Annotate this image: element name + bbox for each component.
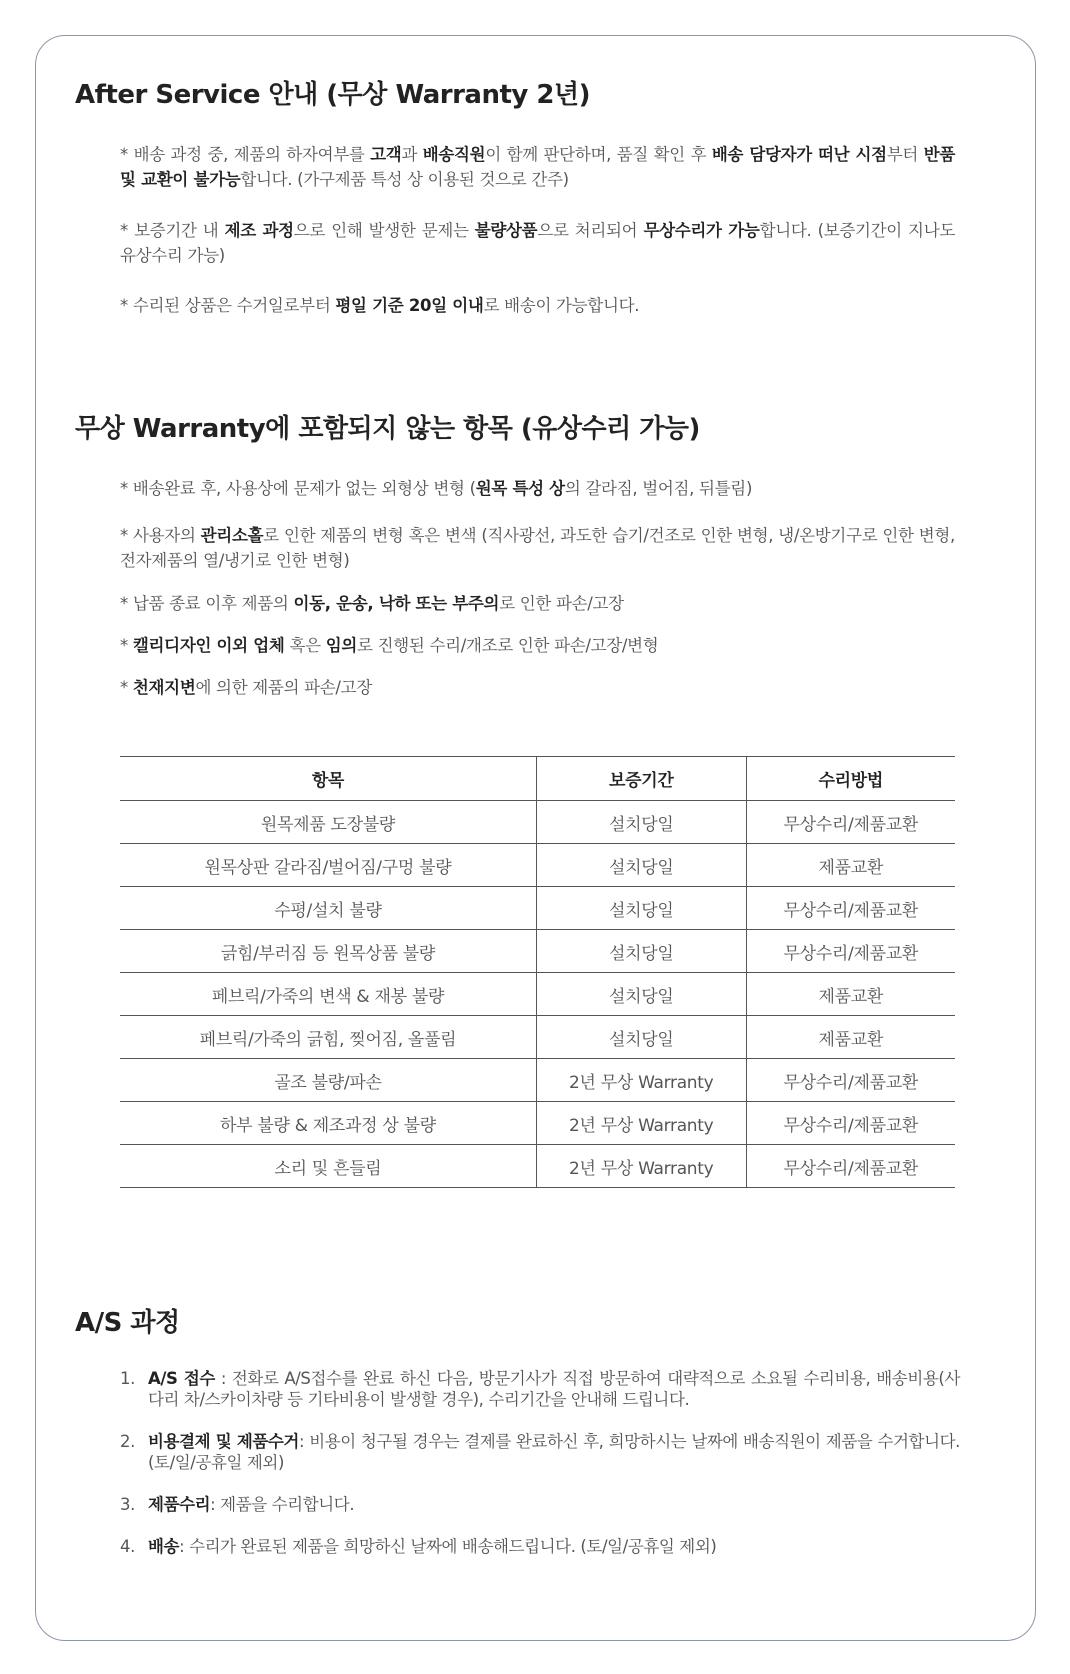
- table-cell: 무상수리/제품교환: [746, 801, 955, 844]
- section-title-after-service: After Service 안내 (무상 Warranty 2년): [75, 80, 590, 110]
- emphasis-text: 천재지변: [132, 678, 196, 697]
- text-run: * 사용자의: [120, 526, 201, 545]
- text-run: 로 배송이 가능합니다.: [483, 296, 640, 315]
- text-run: *: [120, 678, 133, 697]
- text-run: 로 인한 파손/고장: [499, 594, 624, 613]
- table-row: [120, 844, 955, 887]
- table-cell: 긁힘/부러짐 등 원목상품 불량: [120, 930, 536, 973]
- text-run: *: [120, 636, 133, 655]
- as-step: [120, 1494, 960, 1515]
- table-row: [120, 973, 955, 1016]
- table-cell: 제품교환: [746, 1016, 955, 1059]
- text-run: 의 갈라짐, 벌어짐, 뒤틀림): [564, 479, 753, 498]
- table-cell: 무상수리/제품교환: [746, 930, 955, 973]
- table-row: [120, 1016, 955, 1059]
- paragraph: [120, 476, 955, 501]
- table-cell: 하부 불량 & 제조과정 상 불량: [120, 1102, 536, 1145]
- section-title-as-process: A/S 과정: [75, 1308, 180, 1338]
- emphasis-text: 배송직원: [422, 145, 486, 164]
- emphasis-text: 배송 담당자가 떠난 시점: [711, 145, 887, 164]
- emphasis-text: 제조 과정: [224, 221, 294, 240]
- paragraph: [120, 523, 955, 573]
- table-cell: 골조 불량/파손: [120, 1059, 536, 1102]
- step-text: [148, 1494, 960, 1515]
- table-cell: 원목상판 갈라짐/벌어짐/구멍 불량: [120, 844, 536, 887]
- emphasis-text: 무상수리가 가능: [643, 221, 760, 240]
- table-row: [120, 1102, 955, 1145]
- table-row: [120, 1059, 955, 1102]
- text-run: : 제품을 수리합니다.: [210, 1495, 355, 1514]
- warranty-table: [120, 756, 955, 1188]
- table-header: 보증기간: [536, 757, 746, 801]
- table-header: 항목: [120, 757, 536, 801]
- table-header: 수리방법: [746, 757, 955, 801]
- text-run: * 수리된 상품은 수거일로부터: [120, 296, 336, 315]
- table-row: [120, 801, 955, 844]
- emphasis-text: 캘리디자인 이외 업체: [132, 636, 285, 655]
- paragraph: [120, 293, 955, 318]
- table-cell: 2년 무상 Warranty: [536, 1145, 746, 1188]
- emphasis-text: 제품수리: [148, 1495, 211, 1514]
- emphasis-text: 비용결제 및 제품수거: [148, 1432, 299, 1451]
- text-run: 혹은: [284, 636, 326, 655]
- emphasis-text: 이동, 운송, 낙하 또는 부주의: [293, 594, 500, 613]
- text-run: 과: [401, 145, 423, 164]
- text-run: * 납품 종료 이후 제품의: [120, 594, 294, 613]
- text-run: 으로 처리되어: [537, 221, 644, 240]
- text-run: 이 함께 판단하며, 품질 확인 후: [485, 145, 712, 164]
- table-cell: 설치당일: [536, 930, 746, 973]
- emphasis-text: 고객: [370, 145, 402, 164]
- text-run: * 보증기간 내: [120, 221, 225, 240]
- table-cell: 무상수리/제품교환: [746, 887, 955, 930]
- emphasis-text: 관리소홀: [200, 526, 264, 545]
- table-cell: 수평/설치 불량: [120, 887, 536, 930]
- table-cell: 무상수리/제품교환: [746, 1102, 955, 1145]
- table-row: [120, 930, 955, 973]
- table-row: [120, 887, 955, 930]
- table-cell: 원목제품 도장불량: [120, 801, 536, 844]
- emphasis-text: A/S 접수: [148, 1369, 215, 1388]
- paragraph: [120, 218, 955, 268]
- step-text: [148, 1431, 960, 1473]
- step-number: 3.: [120, 1495, 135, 1514]
- as-step: [120, 1431, 960, 1473]
- table-cell: 설치당일: [536, 801, 746, 844]
- table-cell: 설치당일: [536, 1016, 746, 1059]
- text-run: 로 인한 제품의 변형 혹은 변색 (직사광선, 과도한 습기/건조로 인한 변형, 냉/온방기구로 인한 변형, 전자제품의 열/냉기로 인한 변형): [120, 526, 955, 570]
- paragraph: [120, 633, 955, 658]
- paragraph: [120, 142, 955, 192]
- text-run: 부터: [886, 145, 924, 164]
- table-cell: 페브릭/가죽의 긁힘, 찢어짐, 올풀림: [120, 1016, 536, 1059]
- step-text: [148, 1368, 960, 1410]
- emphasis-text: 반품 및 교환이 불가능: [120, 145, 955, 189]
- emphasis-text: 평일 기준 20일 이내: [335, 296, 484, 315]
- text-run: 합니다. (가구제품 특성 상 이용된 것으로 간주): [240, 170, 569, 189]
- paragraph: [120, 591, 955, 616]
- emphasis-text: 원목 특성 상: [475, 479, 565, 498]
- text-run: 에 의한 제품의 파손/고장: [195, 678, 372, 697]
- step-text: [148, 1536, 960, 1557]
- step-number: 2.: [120, 1432, 135, 1451]
- text-run: 로 진행된 수리/개조로 인한 파손/고장/변형: [357, 636, 659, 655]
- table-cell: 설치당일: [536, 887, 746, 930]
- as-step: [120, 1536, 960, 1557]
- table-cell: 설치당일: [536, 973, 746, 1016]
- text-run: : 수리가 완료된 제품을 희망하신 날짜에 배송해드립니다. (토/일/공휴일 제외): [179, 1537, 717, 1556]
- table-cell: 제품교환: [746, 844, 955, 887]
- text-run: * 배송완료 후, 사용상에 문제가 없는 외형상 변형 (: [120, 479, 476, 498]
- step-number: 4.: [120, 1537, 135, 1556]
- table-row: [120, 1145, 955, 1188]
- table-cell: 무상수리/제품교환: [746, 1145, 955, 1188]
- step-number: 1.: [120, 1369, 135, 1388]
- text-run: : 비용이 청구될 경우는 결제를 완료하신 후, 희망하시는 날짜에 배송직원이 제품을 수거합니다. (토/일/공휴일 제외): [148, 1432, 961, 1472]
- table-cell: 제품교환: [746, 973, 955, 1016]
- emphasis-text: 임의: [325, 636, 357, 655]
- text-run: * 배송 과정 중, 제품의 하자여부를: [120, 145, 371, 164]
- paragraph: [120, 675, 955, 700]
- table-header-row: [120, 757, 955, 801]
- table-cell: 2년 무상 Warranty: [536, 1102, 746, 1145]
- text-run: 으로 인해 발생한 문제는: [293, 221, 475, 240]
- table-cell: 소리 및 흔들림: [120, 1145, 536, 1188]
- emphasis-text: 배송: [148, 1537, 180, 1556]
- table-cell: 설치당일: [536, 844, 746, 887]
- section-title-not-covered: 무상 Warranty에 포함되지 않는 항목 (유상수리 가능): [75, 414, 700, 444]
- text-run: 합니다. (보증기간이 지나도 유상수리 가능): [120, 221, 955, 265]
- text-run: : 전화로 A/S접수를 완료 하신 다음, 방문기사가 직접 방문하여 대략적으로 소요될 수리비용, 배송비용(사다리 차/스카이차량 등 기타비용이 발생할 경우), 수리기간을 안내해 드립니다.: [148, 1369, 960, 1409]
- table-cell: 무상수리/제품교환: [746, 1059, 955, 1102]
- as-step: [120, 1368, 960, 1410]
- table-cell: 페브릭/가죽의 변색 & 재봉 불량: [120, 973, 536, 1016]
- emphasis-text: 불량상품: [474, 221, 538, 240]
- table-cell: 2년 무상 Warranty: [536, 1059, 746, 1102]
